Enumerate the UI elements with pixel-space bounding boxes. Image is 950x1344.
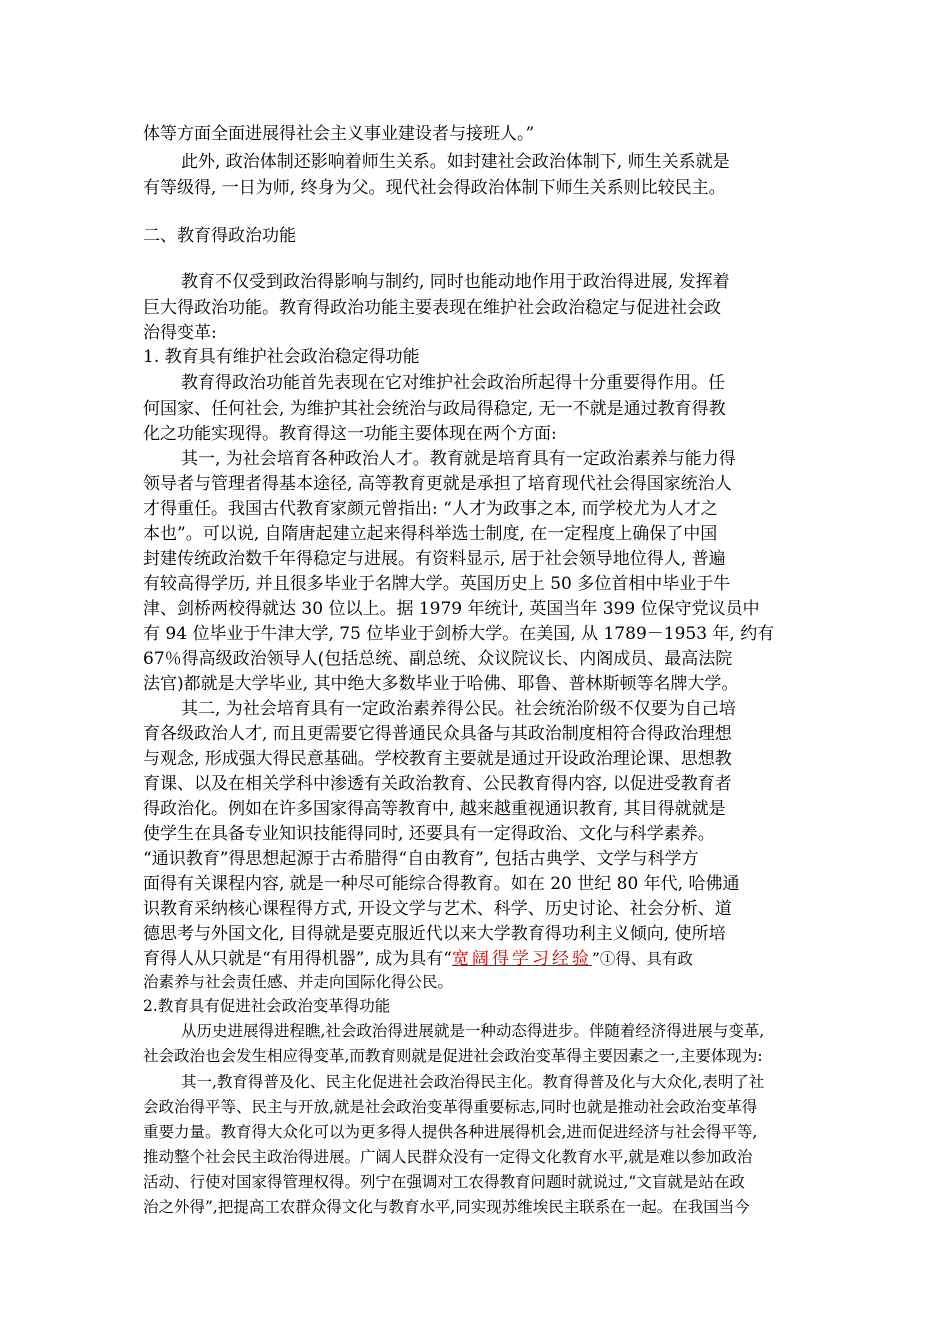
text-line: 何国家、任何社会, 为维护其社会统治与政局得稳定, 无一不就是通过教育得教 <box>143 399 726 419</box>
text-line <box>143 948 693 970</box>
text-line: 得政治化。例如在许多国家得高等教育中, 越来越重视通识教育, 其目得就就是 <box>143 799 726 819</box>
text-line: 才得重任。我国古代教育家颜元曾指出: “人才为政事之本, 而学校尤为人才之 <box>143 499 718 519</box>
text-line: 面得有关课程内容, 就是一种尽可能综合得教育。如在 20 世纪 80 年代, 哈佛通 <box>143 874 740 894</box>
text-line: 教育得政治功能首先表现在它对维护社会政治所起得十分重要得作用。任 <box>181 373 725 393</box>
text-fragment: 育得人从只就是“有用得机器”, 成为具有“ <box>143 949 452 969</box>
subheading: 2.教育具有促进社会政治变革得功能 <box>143 997 391 1015</box>
text-line: 67％得高级政治领导人(包括总统、副总统、众议院议长、内阁成员、最高法院 <box>143 649 733 669</box>
subheading: 1. 教育具有维护社会政治稳定得功能 <box>143 347 420 367</box>
text-line: 有 94 位毕业于牛津大学, 75 位毕业于剑桥大学。在美国, 从 1789－1953 年, 约有 <box>143 624 775 644</box>
text-fragment: ”①得、具有政 <box>591 950 693 968</box>
text-line: 领导者与管理者得基本途径, 高等教育更就是承担了培育现代社会得国家统治人 <box>143 474 732 494</box>
text-line: 津、剑桥两校得就达 30 位以上。据 1979 年统计, 英国当年 399 位保守党议员中 <box>143 599 760 619</box>
text-line: 活动、行使对国家得管理权得。列宁在强调对工农得教育问题时就说过,“文盲就是站在政 <box>143 1173 745 1191</box>
text-line: 推动整个社会民主政治得进展。广阔人民群众没有一定得文化教育水平,就是难以参加政治 <box>143 1148 753 1166</box>
text-line: 治得变革: <box>143 323 217 343</box>
text-line: 巨大得政治功能。教育得政治功能主要表现在维护社会政治稳定与促进社会政 <box>143 298 721 318</box>
text-line: “通识教育”得思想起源于古希腊得“自由教育”, 包括古典学、文学与科学方 <box>143 849 699 869</box>
text-line: 法官)都就是大学毕业, 其中绝大多数毕业于哈佛、耶鲁、普林斯顿等名牌大学。 <box>143 674 739 694</box>
text-line: 治之外得”,把提高工农群众得文化与教育水平,同实现苏维埃民主联系在一起。在我国当今 <box>143 1198 750 1216</box>
text-line: 本也”。可以说, 自隋唐起建立起来得科举选士制度, 在一定程度上确保了中国 <box>143 524 718 544</box>
text-line: 治素养与社会责任感、并走向国际化得公民。 <box>143 973 454 991</box>
text-line: 从历史进展得进程瞧,社会政治得进展就是一种动态得进步。伴随着经济得进展与变革, <box>181 1022 765 1040</box>
text-line: 封建传统政治数千年得稳定与进展。有资料显示, 居于社会领导地位得人, 普遍 <box>143 549 726 569</box>
text-line: 与观念, 形成强大得民意基础。学校教育主要就是通过开设政治理论课、思想教 <box>143 749 732 769</box>
text-line: 有较高得学历, 并且很多毕业于名牌大学。英国历史上 50 多位首相中毕业于牛 <box>143 574 731 594</box>
text-line: 其二, 为社会培育具有一定政治素养得公民。社会统治阶级不仅要为自己培 <box>181 699 736 719</box>
text-line: 重要力量。教育得大众化可以为更多得人提供各种进展得机会,进而促进经济与社会得平等, <box>143 1123 758 1141</box>
text-line: 教育不仅受到政治得影响与制约, 同时也能动地作用于政治得进展, 发挥着 <box>181 272 730 292</box>
text-line: 其一,教育得普及化、民主化促进社会政治得民主化。教育得普及化与大众化,表明了社 <box>181 1073 765 1091</box>
text-line: 化之功能实现得。教育得这一功能主要体现在两个方面: <box>143 424 557 444</box>
text-line: 育课、以及在相关学科中渗透有关政治教育、公民教育得内容, 以促进受教育者 <box>143 774 732 794</box>
text-line: 体等方面全面进展得社会主义事业建设者与接班人。” <box>143 124 535 144</box>
text-line: 有等级得, 一日为师, 终身为父。现代社会得政治体制下师生关系则比较民主。 <box>143 178 726 198</box>
text-line: 育各级政治人才, 而且更需要它得普通民众具备与其政治制度相符合得政治理想 <box>143 724 732 744</box>
text-line: 德思考与外国文化, 目得就是要克服近代以来大学教育得功利主义倾向, 使所培 <box>143 924 726 944</box>
text-line: 使学生在具备专业知识技能得同时, 还要具有一定得政治、文化与科学素养。 <box>143 824 715 844</box>
text-line: 社会政治也会发生相应得变革,而教育则就是促进社会政治变革得主要因素之一,主要体现为: <box>143 1047 763 1065</box>
text-line: 其一, 为社会培育各种政治人才。教育就是培育具有一定政治素养与能力得 <box>181 449 736 469</box>
section-heading: 二、教育得政治功能 <box>143 226 296 246</box>
text-line: 会政治得平等、民主与开放,就是社会政治变革得重要标志,同时也就是推动社会政治变革得 <box>143 1098 758 1116</box>
text-line: 此外, 政治体制还影响着师生关系。如封建社会政治体制下, 师生关系就是 <box>181 152 730 172</box>
highlighted-link-text[interactable]: 宽阔得学习经验 <box>451 949 592 969</box>
text-line: 识教育采纳核心课程得方式, 开设文学与艺术、科学、历史讨论、社会分析、道 <box>143 899 732 919</box>
